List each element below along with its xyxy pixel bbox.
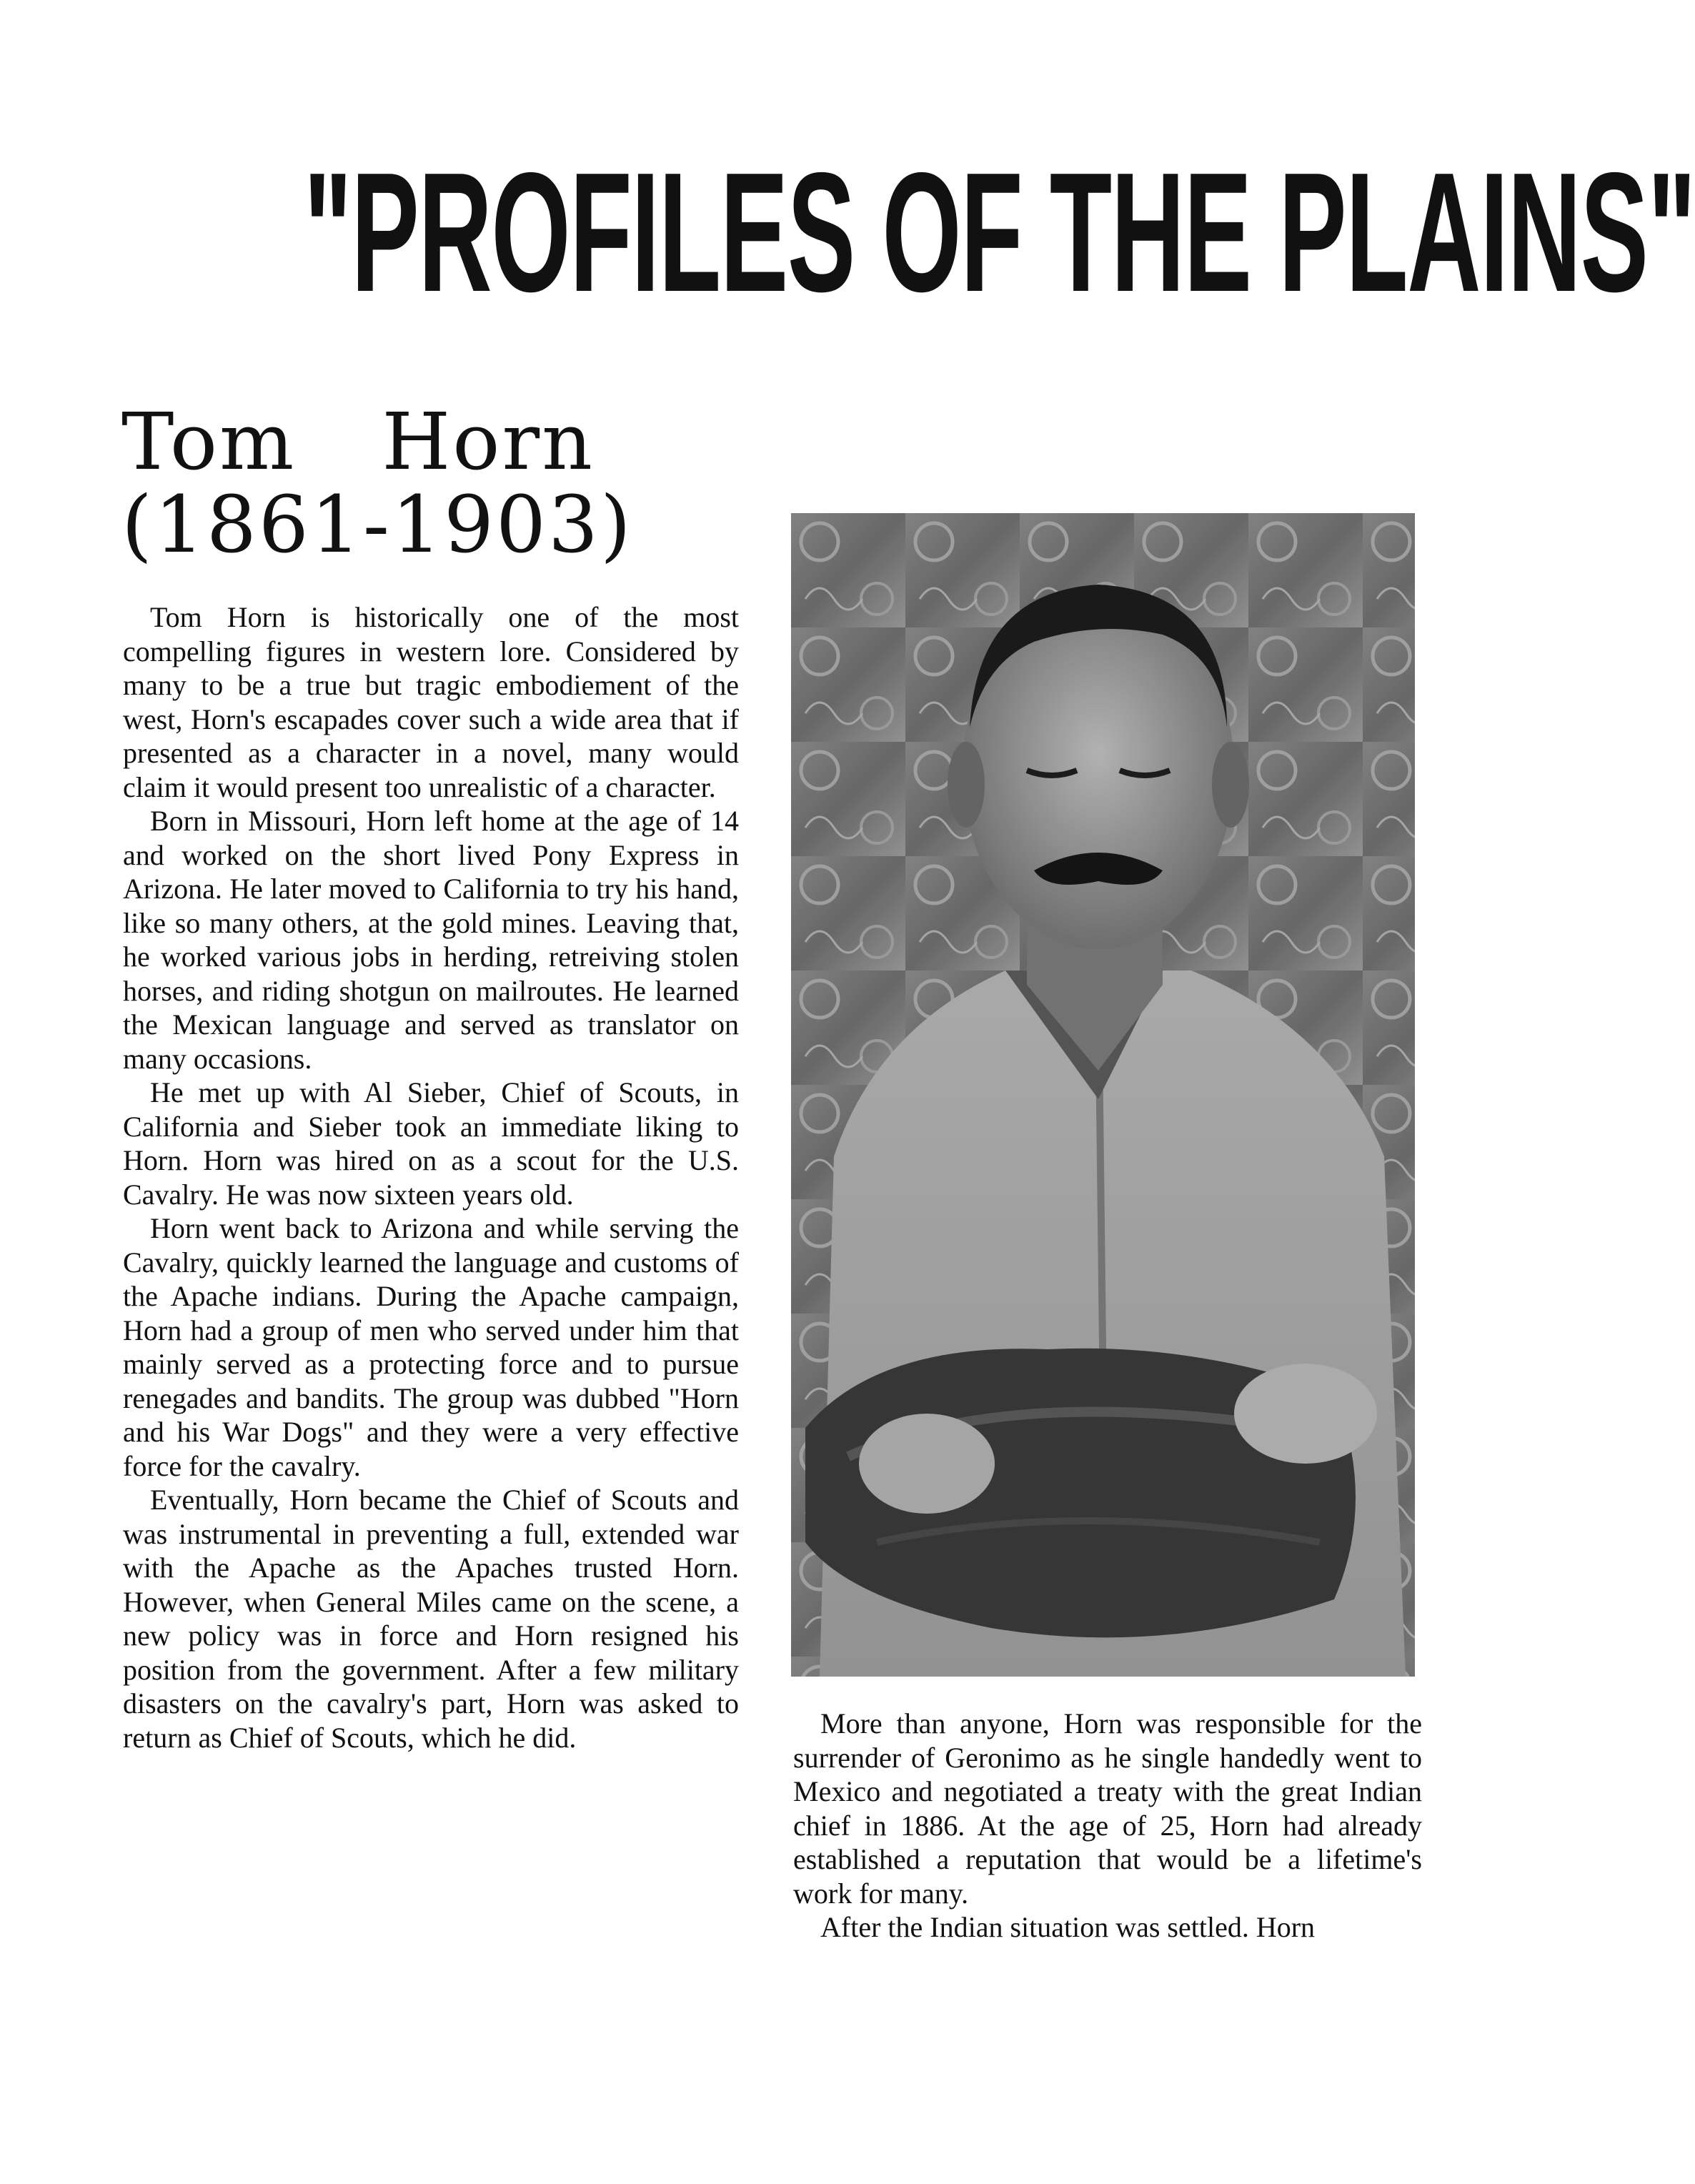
article-name-line <box>121 396 765 487</box>
left-text-column <box>123 600 739 1754</box>
paragraph: More than anyone, Horn was responsible for the surrender of Geronimo as he single handedly went to Mexico and negotiated a treaty with the great Indian chief in 1886. At the age of 25, Horn had already established a reputation that would be a lifetime's work for many. <box>793 1707 1422 1910</box>
article-title <box>121 396 765 570</box>
right-text-column <box>793 1707 1422 1945</box>
paragraph: Horn went back to Arizona and while serving the Cavalry, quickly learned the language and customs of the Apache indians. During the Apache campaign, Horn had a group of men who served under him that mainly served as a protecting force and to pursue renegades and bandits. The group was dubbed "Horn and his War Dogs" and they were a very effective force for the cavalry. <box>123 1212 739 1482</box>
masthead-title: "PROFILES OF THE PLAINS" <box>304 138 1695 327</box>
portrait-photo-icon <box>791 513 1415 1677</box>
article-first-name: Tom <box>121 396 297 487</box>
paragraph: After the Indian situation was settled. Horn <box>820 1911 1316 1943</box>
article-last-name: Horn <box>382 396 595 487</box>
paragraph: Eventually, Horn became the Chief of Scouts and was instrumental in preventing a full, extended war with the Apache as the Apaches trusted Horn. However, when General Miles came on the scene, a new policy was in force and Horn resigned his position from the government. After a few military disasters on the cavalry's part, Horn was asked to return as Chief of Scouts, which he did. <box>123 1484 739 1754</box>
paragraph: Tom Horn is historically one of the most compelling figures in western lore. Considered by many to be a true but tragic embodiement of the west, Horn's escapades cover such a wide area that if presented as a character in a novel, many would claim it would present too unrealistic of a character. <box>123 601 739 803</box>
article-dates: (1861-1903) <box>121 479 633 570</box>
paragraph: Born in Missouri, Horn left home at the age of 14 and worked on the short lived Pony Express in Arizona. He later moved to California to try his hand, like so many others, at the gold mines. Leaving that, he worked various jobs in herding, retreiving stolen horses, and riding shotgun on mailroutes. He learned the Mexican language and served as translator on many occasions. <box>123 805 739 1075</box>
portrait-photo <box>791 513 1415 1677</box>
paragraph: He met up with Al Sieber, Chief of Scouts, in California and Sieber took an immediate liking to Horn. Horn was hired on as a scout for the U.S. Cavalry. He was now sixteen years old. <box>123 1076 739 1211</box>
